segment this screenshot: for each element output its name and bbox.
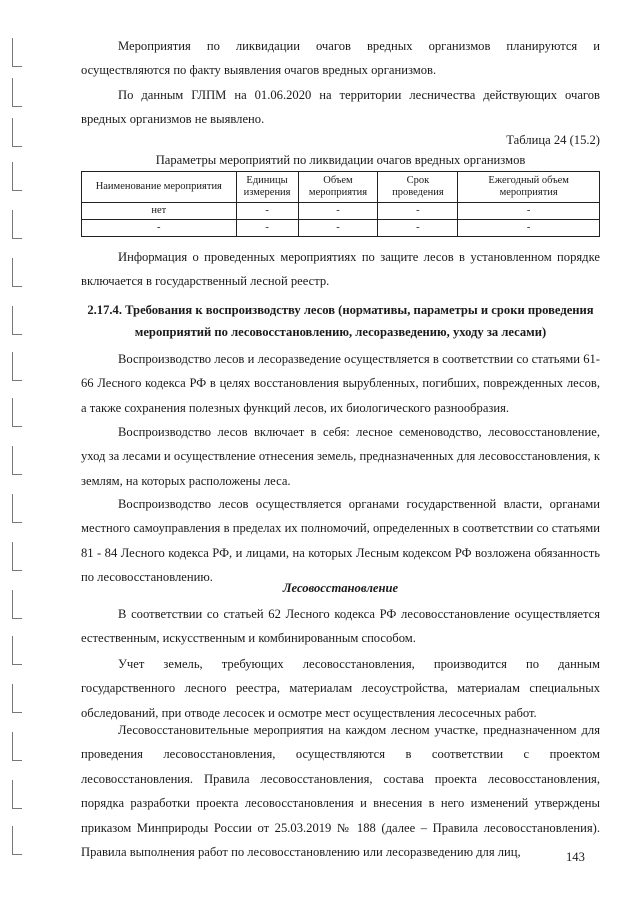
binding-mark <box>12 162 22 191</box>
table-cell: - <box>378 203 458 220</box>
binding-mark <box>12 826 22 855</box>
binding-mark <box>12 542 22 571</box>
table-title: Параметры мероприятий по ликвидации очагов вредных организмов <box>155 153 526 167</box>
binding-mark <box>12 210 22 239</box>
binding-mark <box>12 494 22 523</box>
binding-mark <box>12 684 22 713</box>
binding-mark <box>12 258 22 287</box>
table-cell: - <box>378 220 458 237</box>
binding-mark <box>12 118 22 147</box>
page-number: 143 <box>566 850 585 864</box>
table-number: Таблица 24 (15.2) <box>506 133 600 147</box>
table-header-cell: Срок проведения <box>378 172 458 203</box>
paragraph-state-registry: Информация о проведенных мероприятиях по защите лесов в установленном порядке включается в государственный лесной реестр. <box>81 250 600 289</box>
table-cell: - <box>458 203 600 220</box>
table-row <box>82 203 600 220</box>
binding-mark <box>12 78 22 107</box>
table-cell: - <box>236 220 298 237</box>
binding-mark <box>12 38 22 67</box>
binding-mark <box>12 446 22 475</box>
table-header-cell: Единицы измерения <box>236 172 298 203</box>
binding-mark <box>12 398 22 427</box>
paragraph-land-accounting: Учет земель, требующих лесовосстановления, производится по данным государственного лесного реестра, материалам лесоустройства, материалам специальных обследований, при отводе лесосек и осмотре мест осуществления лесосечных работ. <box>81 657 600 720</box>
table-cell: нет <box>82 203 237 220</box>
paragraph-reforestation-project: Лесовосстановительные мероприятия на каждом лесном участке, предназначенном для проведения лесовосстановления, осуществляются в соответствии с проектом лесовосстановления. Правила лесовосстановления, состава проекта лесовосстановления, порядка разработки проекта лесовосстановления и внесения в него изменений утверждены приказом Минприроды России от 25.03.2019 № 188 (далее – Правила лесовосстановления). Правила выполнения работ по лесовосстановлению или лесоразведению для лиц, <box>81 723 600 860</box>
table-cell: - <box>236 203 298 220</box>
table-row <box>82 220 600 237</box>
table-header-row <box>82 172 600 203</box>
table-header-cell: Объем мероприятия <box>298 172 378 203</box>
paragraph-reproduction-authorities: Воспроизводство лесов осуществляется органами государственной власти, органами местного самоуправления в пределах их полномочий, определенных в соответствии со статьями 81 - 84 Лесного кодекса РФ, и лицами, на которых Лесным кодексом РФ возложена обязанность по лесовосстановлению. <box>81 497 600 585</box>
table-cell: - <box>82 220 237 237</box>
binding-mark <box>12 780 22 809</box>
section-heading: 2.17.4. Требования к воспроизводству лесов (нормативы, параметры и сроки проведения мероприятий по лесовосстановлению, лесоразведению, уходу за лесами) <box>87 303 594 339</box>
paragraph-reproduction-basis: Воспроизводство лесов и лесоразведение осуществляется в соответствии со статьями 61-66 Лесного кодекса РФ в целях восстановления вырубленных, погибших, поврежденных лесов, а также сохранения полезных функций лесов, их биологического разнообразия. <box>81 352 600 415</box>
binding-mark <box>12 306 22 335</box>
binding-mark <box>12 590 22 619</box>
subheading-reforestation: Лесовосстановление <box>282 581 399 595</box>
binding-mark <box>12 636 22 665</box>
table-cell: - <box>458 220 600 237</box>
paragraph-pest-measures: Мероприятия по ликвидации очагов вредных организмов планируются и осуществляются по факту выявления очагов вредных организмов. <box>81 39 600 78</box>
table-cell: - <box>298 220 378 237</box>
pest-measures-table <box>81 171 600 237</box>
binding-margin <box>0 0 40 905</box>
paragraph-reforestation-methods: В соответствии со статьей 62 Лесного кодекса РФ лесовосстановление осуществляется естественным, искусственным и комбинированным способом. <box>81 607 600 646</box>
paragraph-glpm-data: По данным ГЛПМ на 01.06.2020 на территории лесничества действующих очагов вредных организмов не выявлено. <box>81 88 600 127</box>
table-header-cell: Ежегодный объем мероприятия <box>458 172 600 203</box>
paragraph-reproduction-includes: Воспроизводство лесов включает в себя: лесное семеноводство, лесовосстановление, уход за лесами и осуществление отнесения земель, предназначенных для лесовосстановления, к землям, на которых расположены леса. <box>81 425 600 488</box>
binding-mark <box>12 732 22 761</box>
binding-mark <box>12 352 22 381</box>
table-cell: - <box>298 203 378 220</box>
table-header-cell: Наименование мероприятия <box>82 172 237 203</box>
